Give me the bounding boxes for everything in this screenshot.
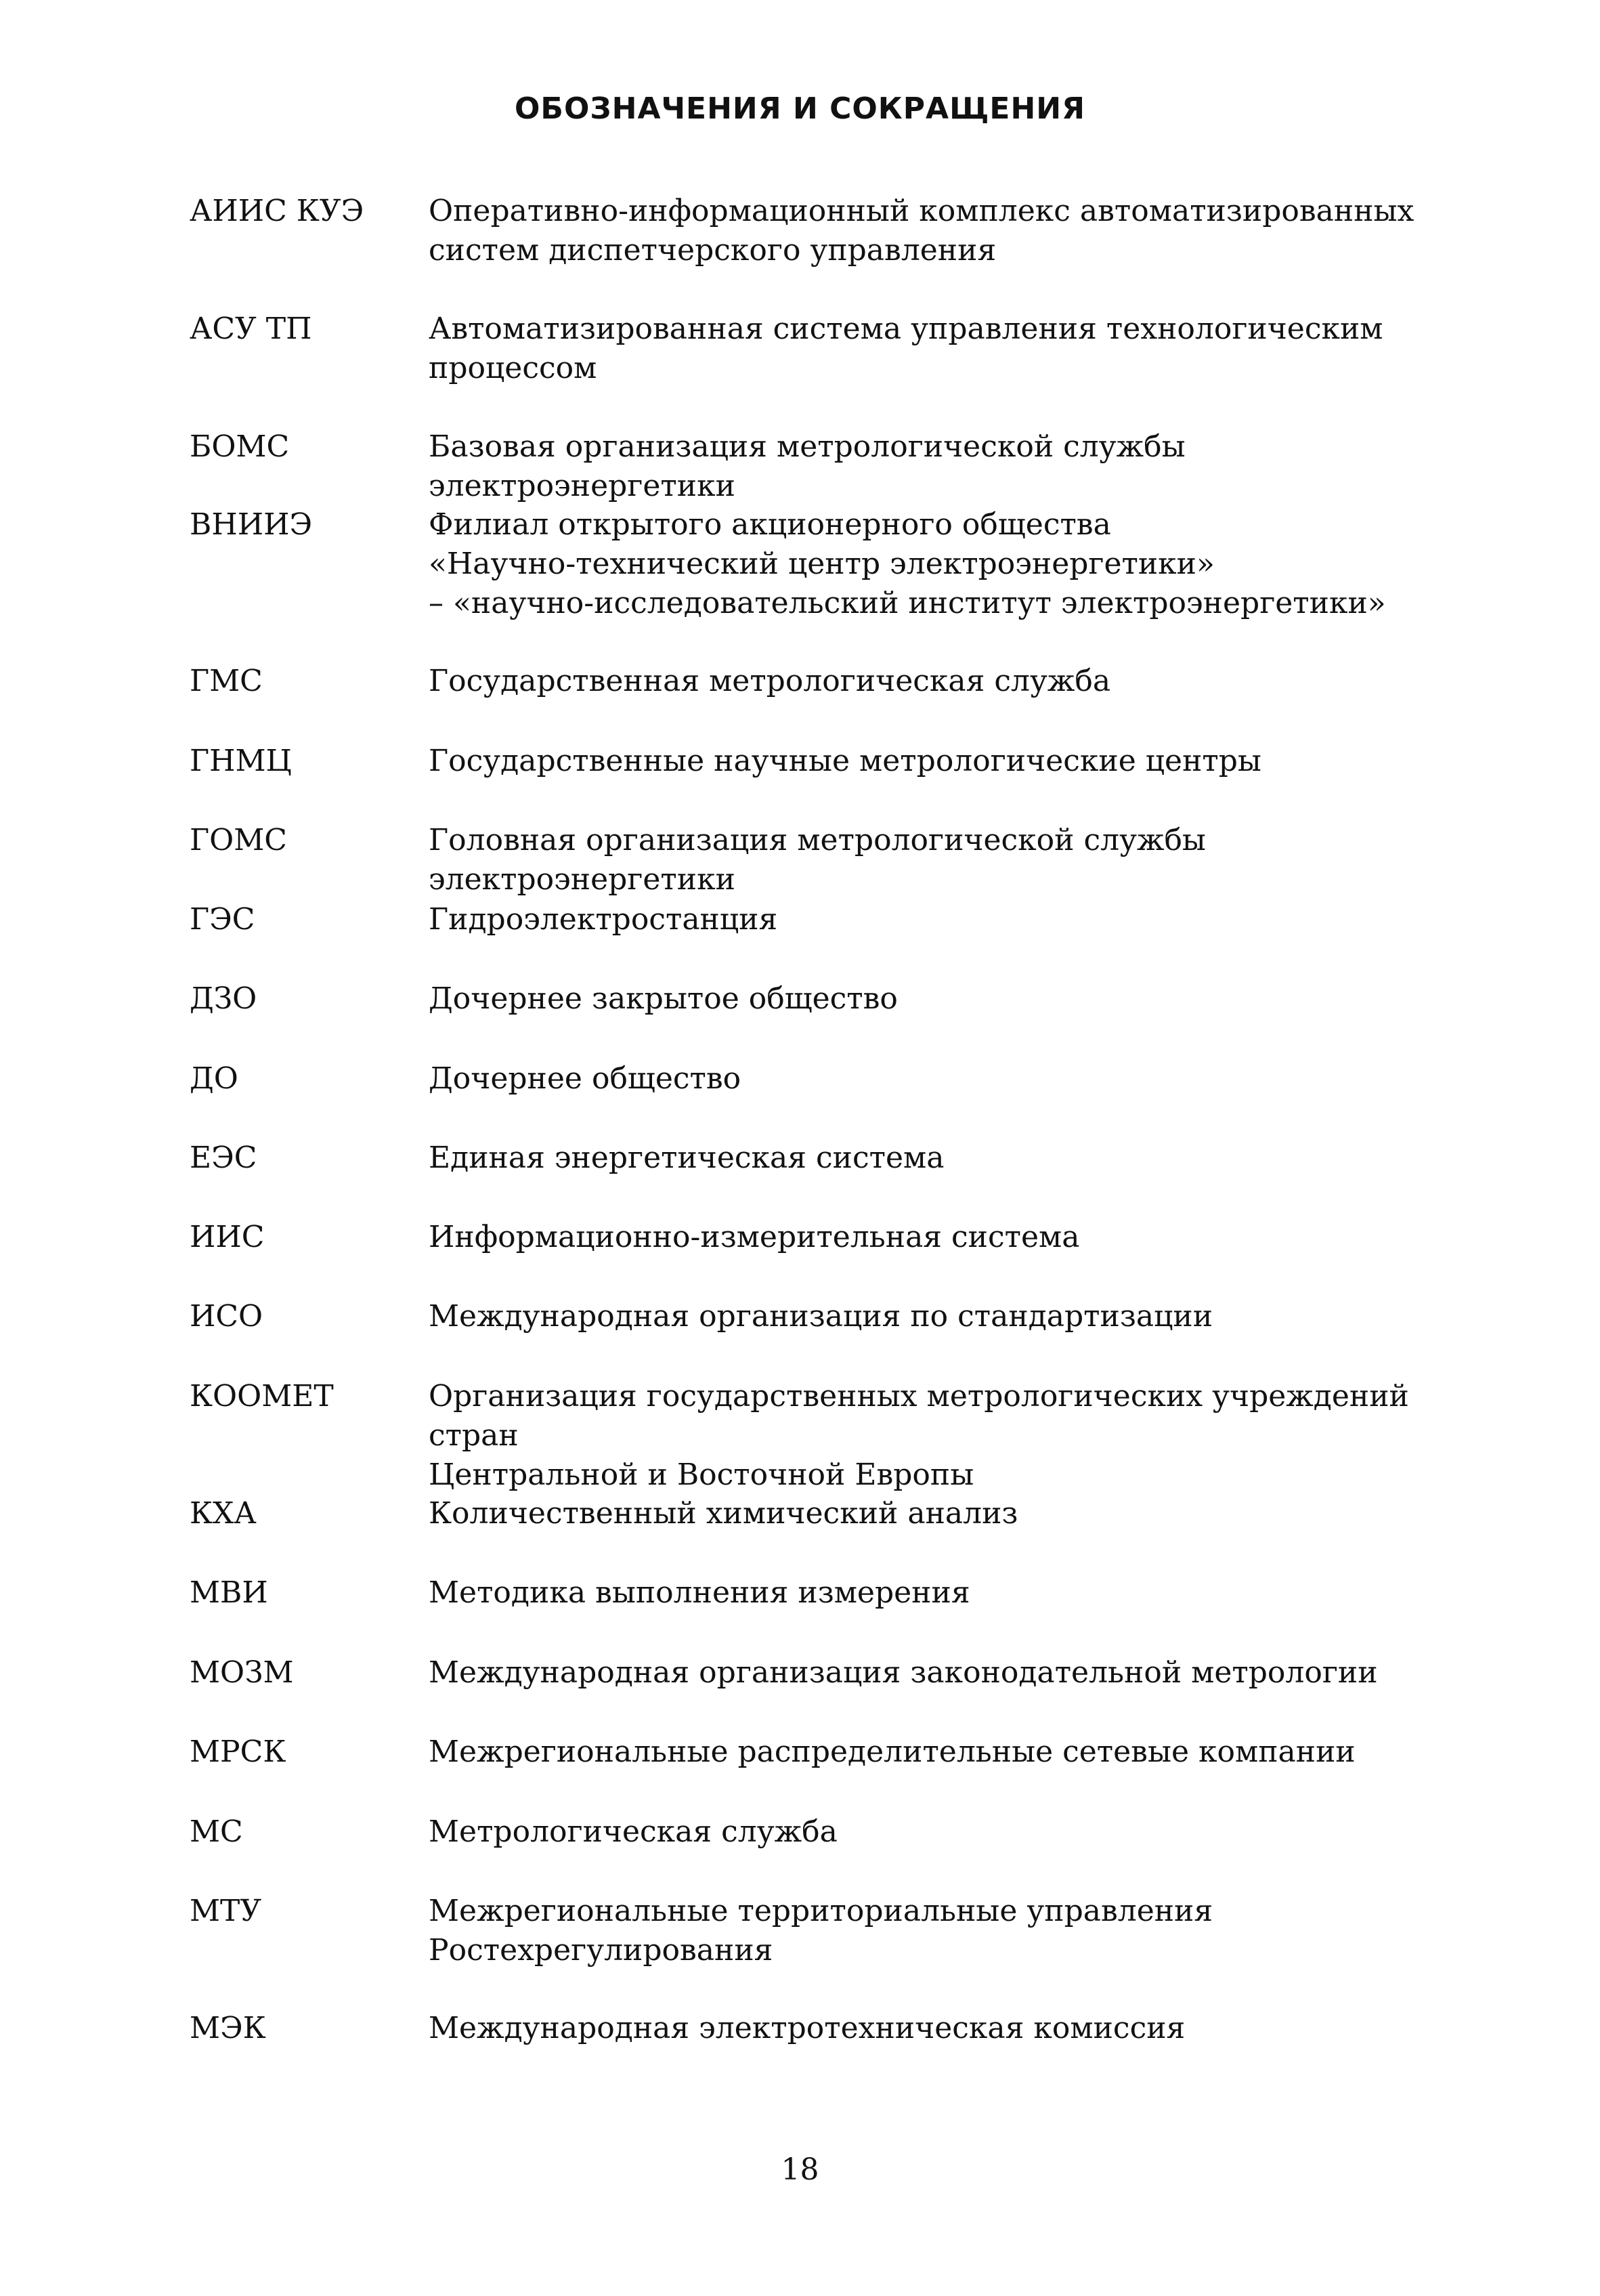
- abbreviation-entry: [190, 1812, 1490, 1852]
- abbreviation-term: ЕЭС: [190, 1141, 257, 1175]
- abbreviation-definition: Дочернее общество: [429, 1061, 741, 1096]
- abbreviation-term: ИСО: [190, 1299, 263, 1334]
- abbreviation-term: МОЗМ: [190, 1655, 294, 1690]
- abbreviation-definition: Количественный химический анализ: [429, 1496, 1018, 1531]
- abbreviation-definition: Дочернее закрытое общество: [429, 981, 898, 1016]
- abbreviation-entry: [190, 2009, 1490, 2048]
- abbreviation-term: ГОМС: [190, 823, 287, 857]
- abbreviation-definition: Оперативно-информационный комплекс автоматизированных систем диспетчерского управления: [429, 194, 1414, 268]
- abbreviation-entry: [190, 505, 1490, 623]
- abbreviation-term: ГЭС: [190, 902, 255, 937]
- abbreviation-definition: Головная организация метрологической службы электроэнергетики: [429, 823, 1206, 897]
- abbreviation-term: АСУ ТП: [190, 312, 312, 346]
- abbreviation-term: МВИ: [190, 1575, 268, 1610]
- abbreviation-definition: Единая энергетическая система: [429, 1141, 945, 1175]
- abbreviation-definition: Международная организация законодательной метрологии: [429, 1655, 1378, 1690]
- abbreviation-entry: [190, 1059, 1490, 1099]
- abbreviation-term: МС: [190, 1814, 243, 1849]
- abbreviation-term: ГМС: [190, 664, 263, 698]
- abbreviation-entry: [190, 1573, 1490, 1613]
- page-number: 18: [781, 2152, 819, 2187]
- abbreviation-term: МЭК: [190, 2011, 266, 2045]
- abbreviation-term: ВНИИЭ: [190, 507, 313, 542]
- abbreviation-term: ДО: [190, 1061, 238, 1096]
- abbreviation-entry: [190, 427, 1490, 506]
- abbreviation-definition: Международная организация по стандартизации: [429, 1299, 1213, 1334]
- abbreviation-entry: [190, 1377, 1490, 1495]
- abbreviation-term: ИИС: [190, 1220, 265, 1254]
- abbreviation-term: КООМЕТ: [190, 1379, 334, 1413]
- abbreviation-entry: [190, 1732, 1490, 1772]
- abbreviation-term: ДЗО: [190, 981, 257, 1016]
- abbreviation-definition: Метрологическая служба: [429, 1814, 838, 1849]
- abbreviation-term: ГНМЦ: [190, 744, 292, 778]
- abbreviation-definition: Организация государственных метрологических учреждений стран Центральной и Восточной Европы: [429, 1379, 1409, 1492]
- abbreviation-definition: Филиал открытого акционерного общества «Научно-технический центр электроэнергетики» – «научно-исследовательский институт электроэнергетики»: [429, 507, 1386, 620]
- abbreviation-term: БОМС: [190, 429, 290, 464]
- abbreviation-definition: Информационно-измерительная система: [429, 1220, 1080, 1254]
- abbreviation-term: МТУ: [190, 1894, 262, 1928]
- abbreviation-definition: Гидроэлектростанция: [429, 902, 778, 937]
- abbreviation-definition: Межрегиональные распределительные сетевые компании: [429, 1735, 1356, 1769]
- abbreviation-definition: Государственная метрологическая служба: [429, 664, 1111, 698]
- abbreviation-term: КХА: [190, 1496, 257, 1531]
- abbreviation-definition: Международная электротехническая комиссия: [429, 2011, 1186, 2045]
- abbreviation-term: АИИС КУЭ: [190, 194, 364, 228]
- abbreviation-entry: [190, 1139, 1490, 1178]
- abbreviation-term: МРСК: [190, 1735, 286, 1769]
- abbreviation-definition: Государственные научные метрологические центры: [429, 744, 1261, 778]
- abbreviation-entry: [190, 1297, 1490, 1336]
- abbreviation-entry: [190, 1218, 1490, 1257]
- abbreviation-entry: [190, 662, 1490, 701]
- abbreviation-entry: [190, 900, 1490, 939]
- page-title: ОБОЗНАЧЕНИЯ И СОКРАЩЕНИЯ: [515, 91, 1085, 126]
- abbreviation-definition: Автоматизированная система управления технологическим процессом: [429, 312, 1383, 385]
- abbreviation-entry: [190, 979, 1490, 1019]
- abbreviation-entry: [190, 821, 1490, 899]
- abbreviation-definition: Методика выполнения измерения: [429, 1575, 970, 1610]
- abbreviation-entry: [190, 1653, 1490, 1693]
- abbreviation-entry: [190, 1892, 1490, 1970]
- abbreviation-entry: [190, 310, 1490, 388]
- abbreviation-entry: [190, 192, 1490, 270]
- abbreviation-entry: [190, 742, 1490, 781]
- abbreviation-definition: Межрегиональные территориальные управления Ростехрегулирования: [429, 1894, 1213, 1968]
- abbreviation-entry: [190, 1494, 1490, 1533]
- abbreviation-definition: Базовая организация метрологической службы электроэнергетики: [429, 429, 1186, 503]
